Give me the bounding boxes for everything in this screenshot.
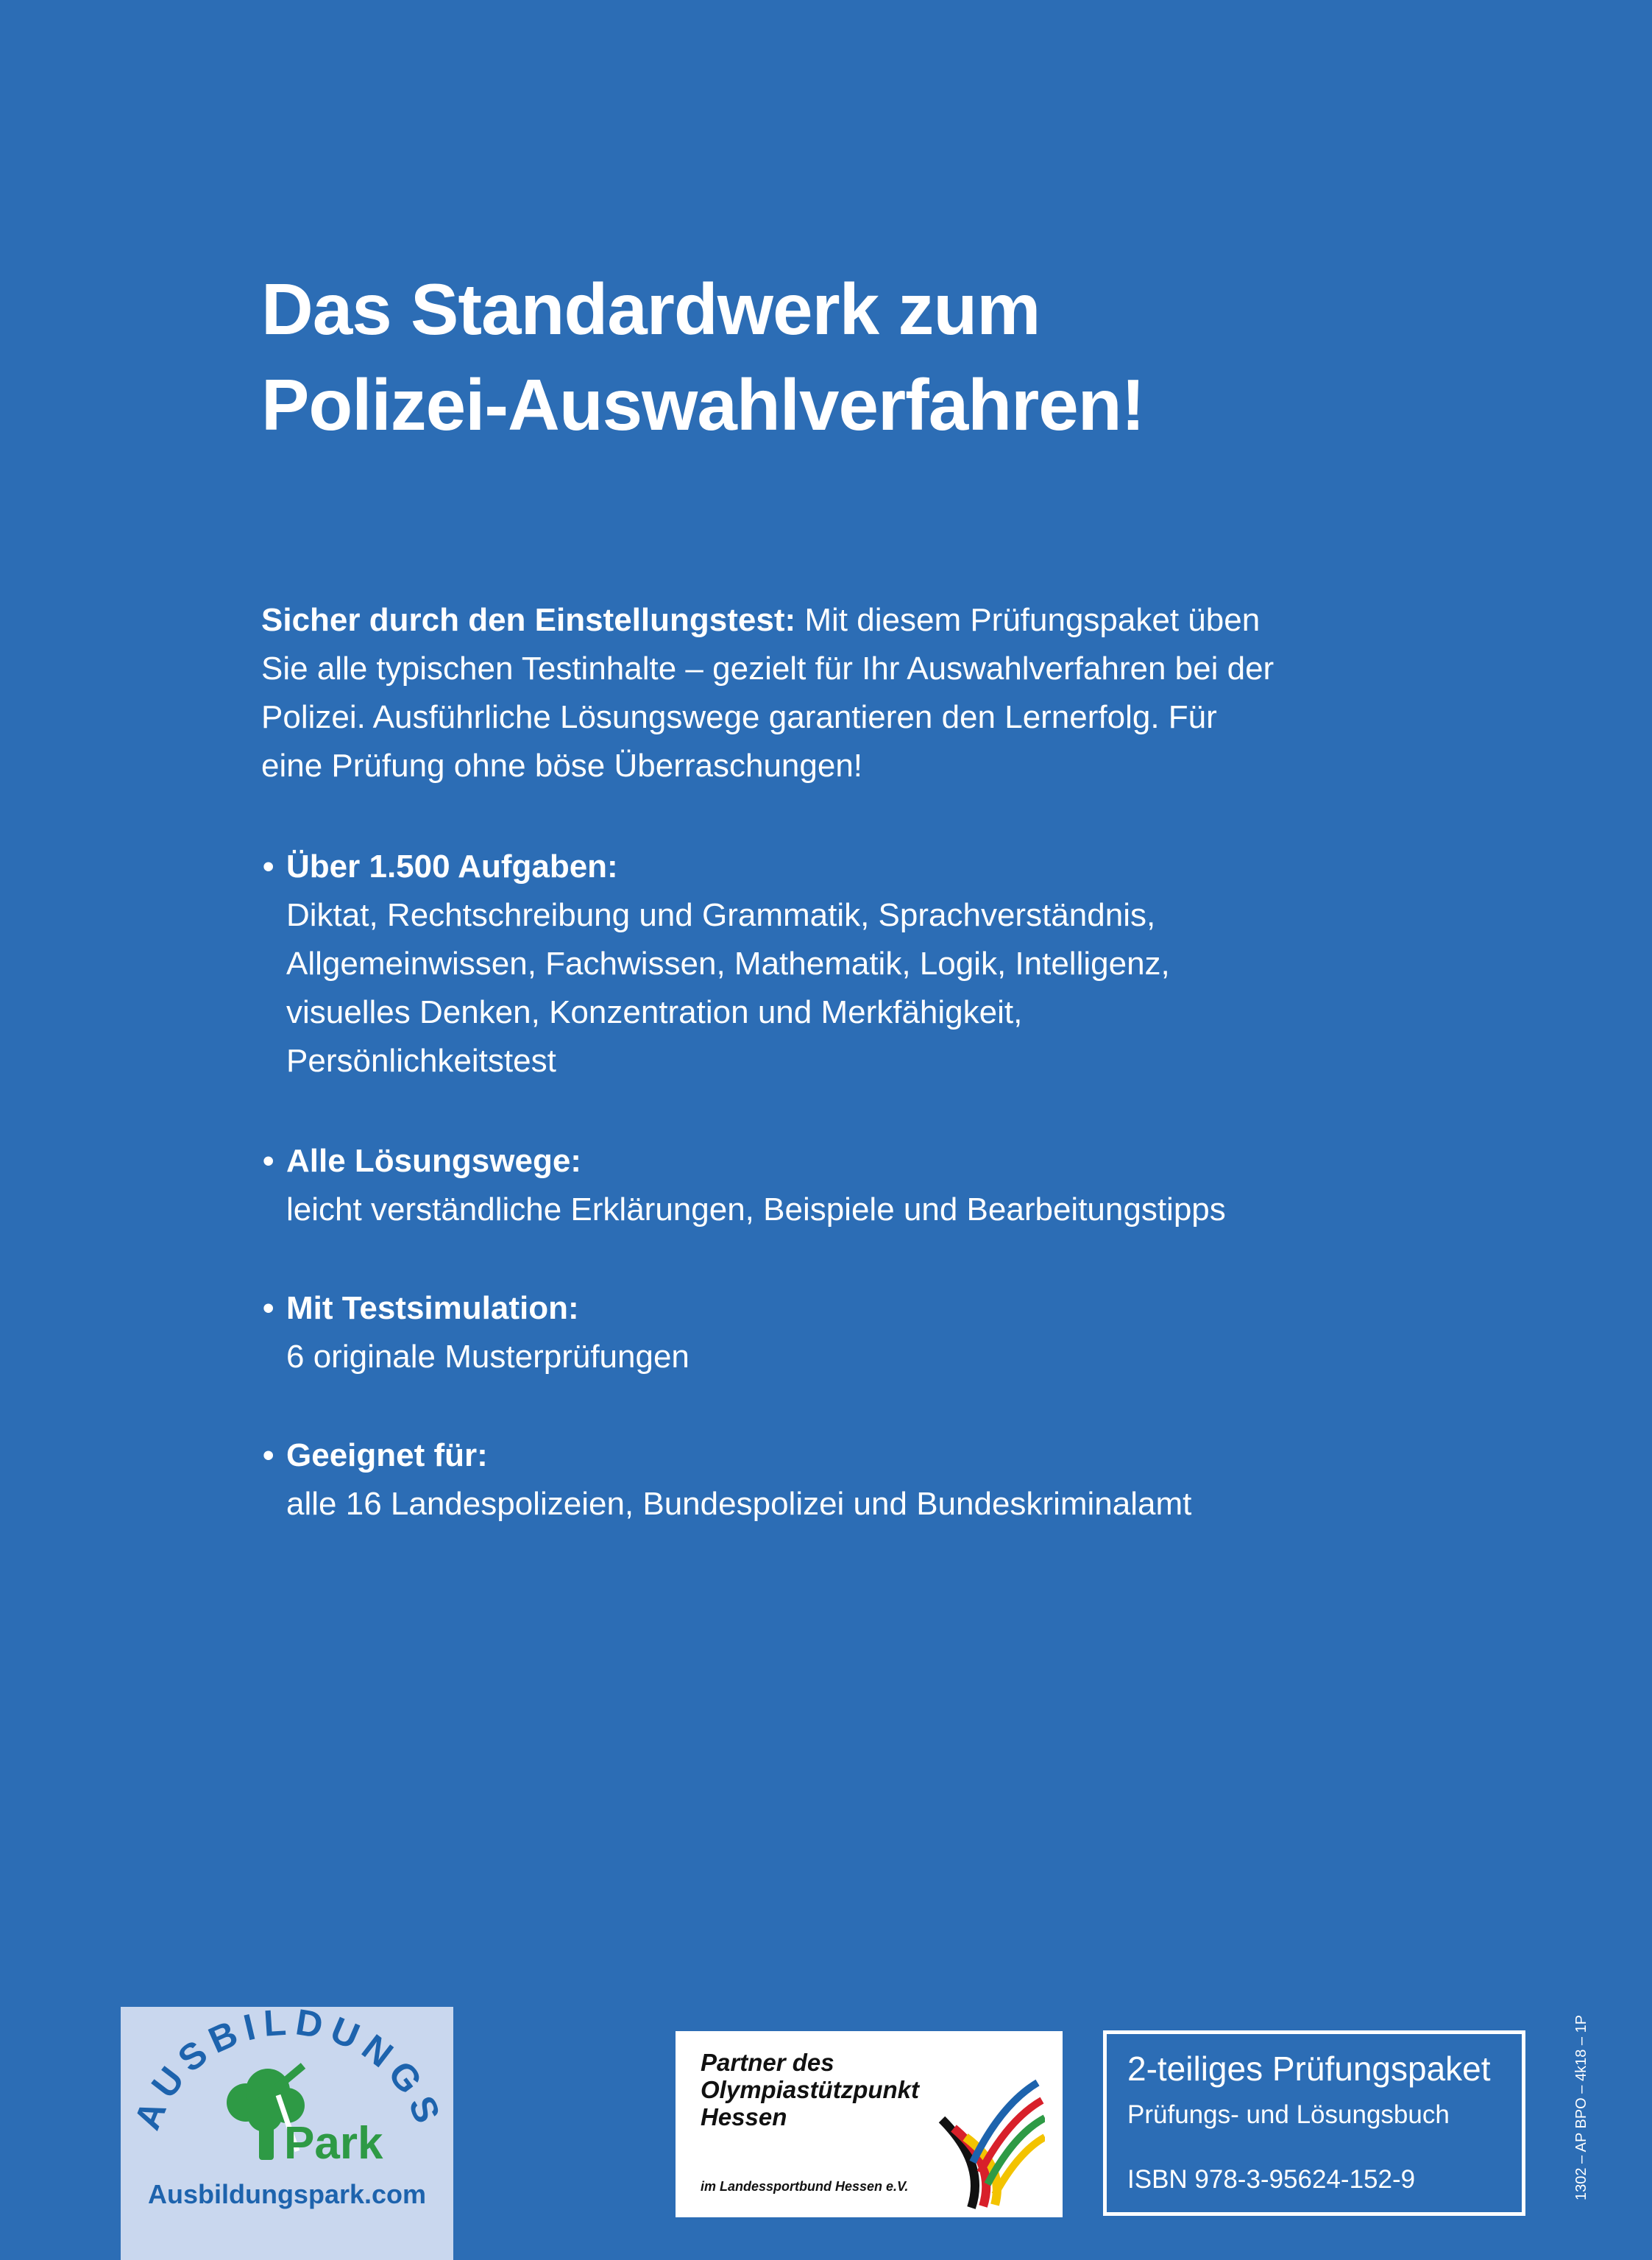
bullet-icon: • <box>263 849 274 885</box>
headline-line-2: Polizei-Auswahlverfahren! <box>261 364 1145 445</box>
olympiastuetzpunkt-partner-logo <box>676 2031 1063 2217</box>
partner-title <box>701 2049 919 2130</box>
logo-arc-text: AUSBILDUNGS <box>126 2007 451 2136</box>
intro-text: Mit diesem Prüfungspaket üben Sie alle typischen Testinhalte – gezielt für Ihr Auswahlverfahren bei der Polizei. Ausführliche Lösungswege garantieren den Lernerfolg. Für eine Prüfung ohne böse Überraschungen! <box>261 602 1275 784</box>
partner-line-1: Partner des <box>701 2049 834 2076</box>
feature-text: leicht verständliche Erklärungen, Beispiele und Bearbeitungstipps <box>286 1191 1226 1228</box>
partner-line-3: Hessen <box>701 2103 787 2130</box>
feature-item <box>261 843 1243 1085</box>
partner-line-2: Olympiastützpunkt <box>701 2076 920 2103</box>
bullet-icon: • <box>263 1290 274 1326</box>
olympic-swoosh-icon <box>935 2075 1045 2211</box>
feature-title: Mit Testsimulation: <box>286 1290 579 1326</box>
feature-text: 6 originale Musterprüfungen <box>286 1339 689 1375</box>
feature-text: Diktat, Rechtschreibung und Grammatik, Sprachverständnis, Allgemeinwissen, Fachwissen, Mathematik, Logik, Intelligenz, visuelles Denken, Konzentration und Merkfähigkeit, Persönlichkeitstest <box>286 897 1170 1079</box>
logo-url: Ausbildungspark.com <box>147 2179 427 2209</box>
logo-park-text: Park <box>284 2118 383 2169</box>
bullet-icon: • <box>263 1143 274 1179</box>
feature-item <box>261 1137 1243 1234</box>
package-info-box <box>1103 2030 1525 2216</box>
package-subtitle: Prüfungs- und Lösungsbuch <box>1127 2100 1450 2129</box>
intro-lead: Sicher durch den Einstellungstest: <box>261 602 796 638</box>
partner-subtitle: im Landessportbund Hessen e.V. <box>701 2179 909 2194</box>
feature-text: alle 16 Landespolizeien, Bundespolizei und Bundeskriminalamt <box>286 1486 1192 1522</box>
isbn: ISBN 978-3-95624-152-9 <box>1127 2165 1416 2194</box>
bullet-icon: • <box>263 1437 274 1473</box>
ausbildungspark-logo <box>121 2007 453 2260</box>
side-code: 1302 – AP BPO – 4k18 – 1P <box>1573 2014 1589 2200</box>
feature-title: Alle Lösungswege: <box>286 1143 581 1179</box>
feature-title: Geeignet für: <box>286 1437 488 1473</box>
feature-item <box>261 1284 1243 1381</box>
feature-item <box>261 1431 1243 1528</box>
headline-line-1: Das Standardwerk zum <box>261 269 1041 350</box>
ausbildungspark-emblem-icon <box>121 2007 453 2183</box>
package-title: 2-teiliges Prüfungspaket <box>1127 2050 1491 2088</box>
intro-paragraph <box>261 596 1277 790</box>
headline <box>261 261 1144 453</box>
feature-title: Über 1.500 Aufgaben: <box>286 849 618 885</box>
